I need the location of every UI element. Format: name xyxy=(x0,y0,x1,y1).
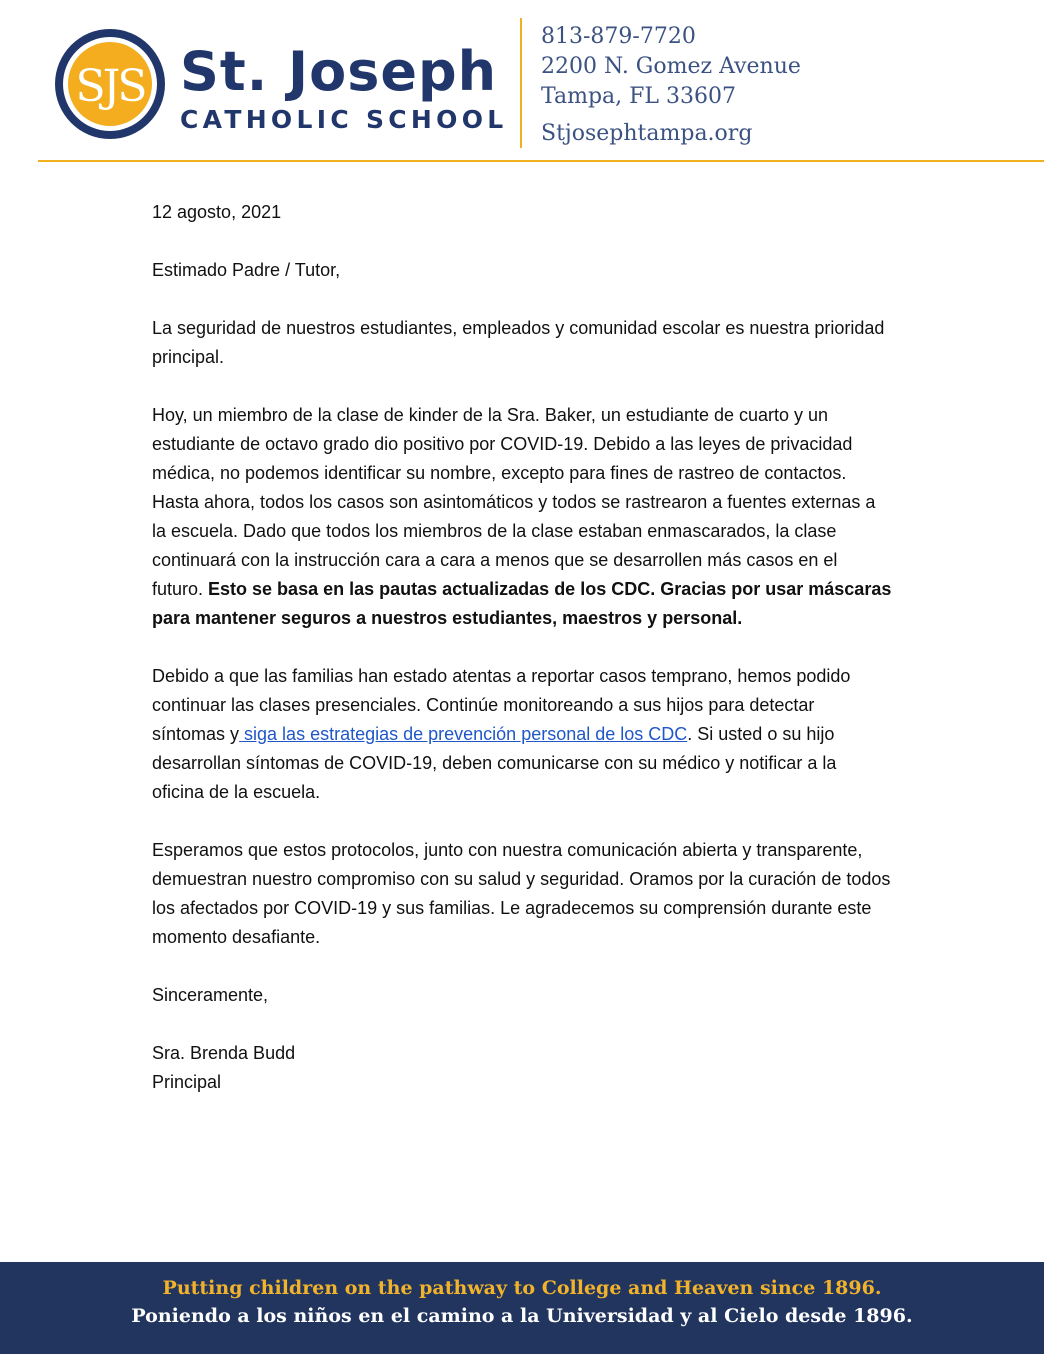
header-rule xyxy=(38,160,1044,162)
address-line-1: 2200 N. Gomez Avenue xyxy=(541,54,801,79)
cdc-prevention-link[interactable]: siga las estrategias de prevención personal de los CDC xyxy=(239,724,688,744)
paragraph-monitoring xyxy=(152,662,892,807)
paragraph-cases xyxy=(152,401,892,633)
header-divider xyxy=(520,18,522,148)
paragraph-monitoring-after: . Si usted o su hijo desarrollan síntomas de COVID-19, deben comunicarse con su médico y notificar a la oficina de la escuela. xyxy=(152,724,837,802)
letter-date: 12 agosto, 2021 xyxy=(152,202,282,222)
school-subtitle: CATHOLIC SCHOOL xyxy=(180,105,508,134)
letterhead xyxy=(0,0,1044,165)
address-line-2: Tampa, FL 33607 xyxy=(541,84,736,109)
school-seal-logo xyxy=(53,27,167,141)
paragraph-monitoring-before: Debido a que las familias han estado atentas a reportar casos temprano, hemos podido continuar las clases presenciales. Continúe monitoreando a sus hijos para detectar síntomas y xyxy=(152,666,851,744)
school-name: St. Joseph xyxy=(180,40,498,103)
svg-text:SJS: SJS xyxy=(75,61,145,112)
website: Stjosephtampa.org xyxy=(541,121,753,146)
signature-block xyxy=(152,1039,892,1097)
letter-salutation: Estimado Padre / Tutor, xyxy=(152,260,341,280)
letter-body xyxy=(152,198,892,1126)
paragraph-cases-bold: Esto se basa en las pautas actualizadas de los CDC. Gracias por usar máscaras para mantener seguros a nuestros estudiantes, maestros y personal. xyxy=(152,579,892,628)
signer-name: Sra. Brenda Budd xyxy=(152,1043,296,1063)
paragraph-cases-text: Hoy, un miembro de la clase de kinder de la Sra. Baker, un estudiante de cuarto y un estudiante de octavo grado dio positivo por COVID-19. Debido a las leyes de privacidad médica, no podemos identificar su nombre, excepto para fines de rastreo de contactos. Hasta ahora, todos los casos son asintomáticos y todos se rastrearon a fuentes externas a la escuela. Dado que todos los miembros de la clase estaban enmascarados, la clase continuará con la instrucción cara a cara a menos que se desarrollen más casos en el futuro. xyxy=(152,405,876,599)
footer-banner xyxy=(0,1262,1044,1354)
letter-closing: Sinceramente, xyxy=(152,985,269,1005)
signer-title: Principal xyxy=(152,1072,222,1092)
contact-block xyxy=(541,22,801,149)
paragraph-safety: La seguridad de nuestros estudiantes, empleados y comunidad escolar es nuestra prioridad principal. xyxy=(152,318,885,367)
footer-motto-english: Putting children on the pathway to College and Heaven since 1896. xyxy=(162,1277,882,1299)
footer-motto-spanish: Poniendo a los niños en el camino a la Universidad y al Cielo desde 1896. xyxy=(131,1305,913,1327)
phone-number: 813-879-7720 xyxy=(541,24,696,49)
paragraph-protocols: Esperamos que estos protocolos, junto con nuestra comunicación abierta y transparente, demuestran nuestro compromiso con su salud y seguridad. Oramos por la curación de todos los afectados por COVID-19 y sus familias. Le agradecemos su comprensión durante este momento desafiante. xyxy=(152,840,891,947)
